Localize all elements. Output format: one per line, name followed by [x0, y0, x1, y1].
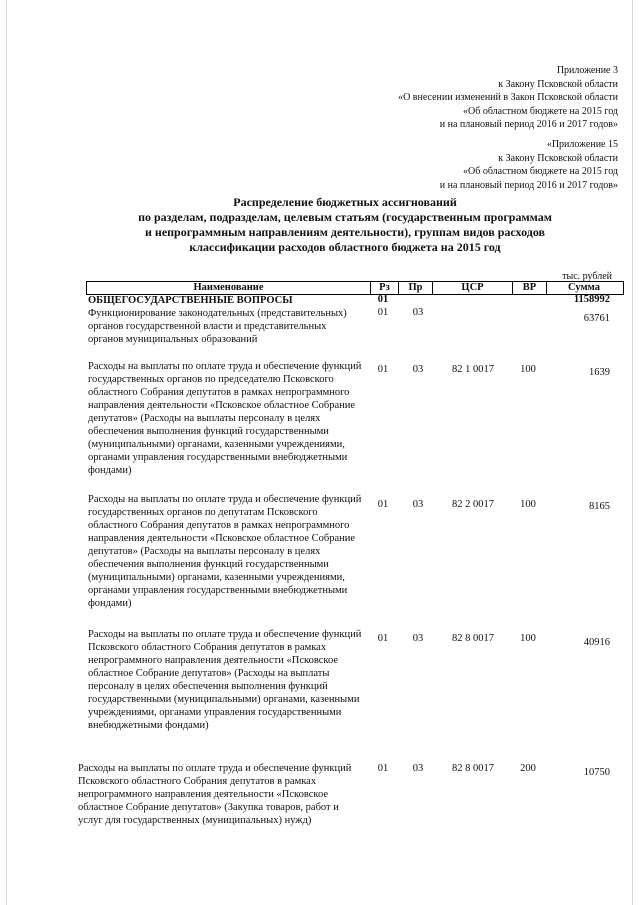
row-vr: 100 [520, 499, 536, 510]
annex-line: «Приложение 15 [546, 139, 618, 150]
row-pr: 03 [412, 763, 424, 774]
annex-line: и на плановый период 2016 и 2017 годов» [439, 119, 618, 130]
row-name: Расходы на выплаты по оплате труда и обеспечение функций государственных органов по депутатам Псковского областного Собрания депутатов в рамках непрограммного направления деятельности «Псковское областное Собрание депутатов» (Расходы на выплаты персоналу в целях обеспечения выполнения функций государственными (муниципальными) органами, казенными учреждениями, органами управления государственными внебюджетными фондами) [88, 494, 362, 609]
row-rz: 01 [377, 499, 389, 510]
row-vr: 100 [520, 364, 536, 375]
title-line: Распределение бюджетных ассигнований [233, 195, 457, 209]
annex-line: к Закону Псковской области [498, 152, 618, 164]
scan-edge-right [632, 0, 633, 905]
row-sum: 1639 [589, 367, 610, 378]
annex-line: к Закону Псковской области [498, 78, 618, 90]
row-sum: 1158992 [573, 294, 610, 305]
row-pr: 03 [412, 364, 424, 375]
row-name: Расходы на выплаты по оплате труда и обеспечение функций государственных органов по председателю Псковского областного Собрания депутатов в рамках непрограммного направления деятельности «Псковское областное Собрание депутатов» (Расходы на выплаты персоналу в целях обеспечения выполнения функций государственными (муниципальными) органами, казенными учреждениями, органами управления государственными внебюджетными фондами) [88, 361, 362, 476]
document-title [110, 195, 580, 255]
row-pr: 03 [412, 633, 424, 644]
annex-line: и на плановый период 2016 и 2017 годов» [439, 179, 618, 191]
annex-header-current [398, 64, 618, 132]
table-header [86, 281, 624, 295]
header-rz: Рз [371, 282, 399, 294]
row-name: ОБЩЕГОСУДАРСТВЕННЫЕ ВОПРОСЫ [88, 295, 293, 306]
header-csr: ЦСР [433, 282, 513, 294]
row-pr: 03 [412, 307, 424, 318]
row-sum: 63761 [583, 313, 610, 324]
annex-line: «Об областном бюджете на 2015 год [463, 166, 618, 177]
row-sum: 40916 [583, 637, 610, 648]
row-rz: 01 [377, 633, 389, 644]
header-sum: Сумма [568, 282, 600, 293]
scan-edge-left [6, 0, 7, 905]
row-rz: 01 [377, 294, 389, 305]
units-label: тыс. рублей [562, 271, 612, 282]
header-name: Наименование [87, 282, 371, 294]
annex-header-previous [440, 138, 618, 192]
row-rz: 01 [377, 763, 389, 774]
row-vr: 100 [520, 633, 536, 644]
annex-line: «Об областном бюджете на 2015 год [463, 105, 618, 117]
row-csr: 82 2 0017 [452, 499, 494, 510]
row-sum: 10750 [583, 767, 610, 778]
row-rz: 01 [377, 307, 389, 318]
row-name: Функционирование законодательных (представительных) органов государственной власти и представительных органов муниципальных образований [88, 308, 347, 345]
row-rz: 01 [377, 364, 389, 375]
row-pr: 03 [412, 499, 424, 510]
row-csr: 82 1 0017 [452, 364, 494, 375]
header-vr: ВР [513, 282, 547, 294]
title-line: классификации расходов областного бюджета на 2015 год [189, 240, 501, 254]
title-line: и непрограммным направлениям деятельности), группам видов расходов [144, 225, 546, 239]
annex-line: «О внесении изменений в Закон Псковской области [398, 92, 618, 103]
header-pr: Пр [399, 282, 433, 294]
row-csr: 82 8 0017 [452, 763, 494, 774]
annex-line: Приложение 3 [556, 65, 618, 76]
row-vr: 200 [520, 763, 536, 774]
row-name: Расходы на выплаты по оплате труда и обеспечение функций Псковского областного Собрания депутатов в рамках непрограммного направления деятельности «Псковское областное Собрание депутатов» (Закупка товаров, работ и услуг для государственных (муниципальных) нужд) [78, 763, 352, 826]
row-sum: 8165 [589, 501, 610, 512]
row-name: Расходы на выплаты по оплате труда и обеспечение функций Псковского областного Собрания депутатов в рамках непрограммного направления деятельности «Псковское областное Собрание депутатов» (Расходы на выплаты персоналу в целях обеспечения выполнения функций государственными (муниципальными) органами, казенными учреждениями, органами управления государственными внебюджетными фондами) [88, 629, 362, 731]
row-csr: 82 8 0017 [452, 633, 494, 644]
title-line: по разделам, подразделам, целевым статьям (государственным программам [138, 210, 552, 224]
